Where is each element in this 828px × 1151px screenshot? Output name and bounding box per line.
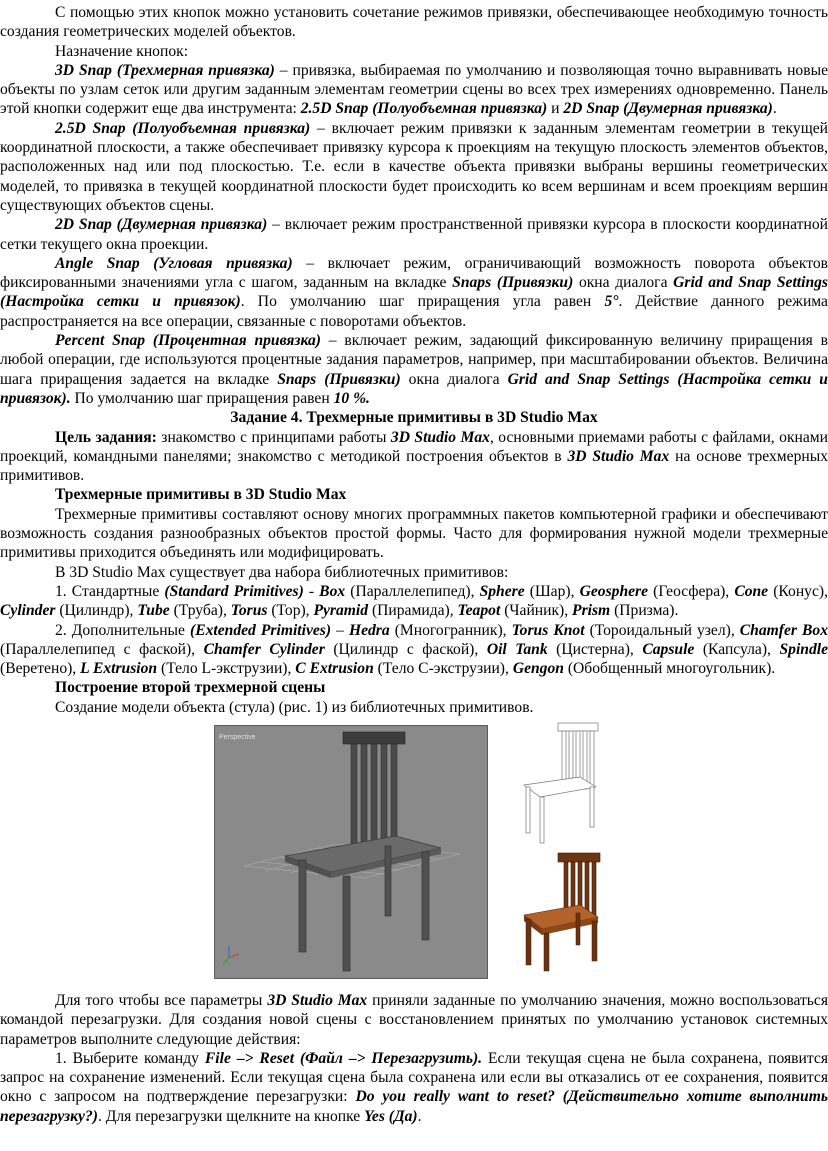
text: . Действие данного режима распространяется на все операции, связанные с поворотами объектов. (0, 293, 828, 330)
text: 1. Выберите команду (55, 1049, 205, 1067)
term-3ds-max: 3D Studio Max (567, 447, 670, 465)
text: (Цилиндр), (55, 602, 138, 620)
term: C Extrusion (295, 660, 374, 678)
text: . (772, 100, 777, 118)
button-yes-reference: Yes (Да) (364, 1107, 418, 1125)
text: (Капсула), (694, 640, 780, 658)
text: (Цистерна), (547, 640, 643, 658)
viewport-label: Perspective (219, 733, 256, 741)
term: Pyramid (313, 602, 369, 620)
text: – включает режим, ограничивающий возможность поворота объектов фиксированными значениями угла с шагом, заданным на вкладке (0, 254, 828, 292)
term-2d-snap: 2D Snap (Двумерная привязка) (563, 100, 773, 118)
term-angle-snap: Angle Snap (Угловая привязка) (55, 254, 293, 272)
paragraph-standard-primitives (0, 582, 828, 621)
text: Если текущая сцена не была сохранена, появится запрос на сохранение изменений. Если текущая сцена была сохранена или если вы отказались от ее сохранения, появится окно с запросом на подтверждение перезагрузки: (0, 1049, 828, 1106)
text: , основными приемами работы с файлами, окнами проекций, командными панелями; знакомство с методикой построения объектов в (0, 428, 828, 465)
text: – включает режим пространственной привязки курсора в плоскости координатной сетки текущего окна проекции. (0, 216, 828, 253)
text: окна диалога (400, 370, 508, 388)
text: (Геосфера), (648, 582, 735, 600)
text: (Труба), (169, 602, 231, 620)
text: . (417, 1107, 422, 1125)
paragraph-buttons-heading: Назначение кнопок: (55, 42, 189, 60)
text: (Тороидальный узел), (584, 621, 740, 639)
text: (Обобщенный многоугольник). (563, 660, 776, 678)
paragraph-task-goal (0, 428, 828, 486)
paragraph-primitives-intro: Трехмерные примитивы составляют основу многих программных пакетов компьютерной графики и обеспечивают возможность создания разнообразных объектов простой формы. Часто для формирования нужной модели трехмерные примитивы приходится объединять или модифицировать. (0, 505, 828, 562)
paragraph-reset-step-1 (0, 1049, 828, 1126)
text: – включает режим привязки к заданным элементам геометрии в текущей координатной плоскости, а также обеспечивает привязку курсора к проекциям на текущую плоскость элементов объектов, расположенных над или под плоскостью. Т.е. если в качестве объекта привязки выбраны вершины геометрических моделей, то привязка в текущей координатной плоскости будет происходить ко всем вершинам и всем проекциям вершин существующих объектов сцены. (0, 119, 828, 214)
text: 1. Стандартные (55, 582, 165, 600)
text: окна диалога (573, 274, 674, 292)
text: 2. Дополнительные (55, 621, 191, 639)
term: Chamfer Box (739, 621, 828, 639)
term-grid-snap-settings: Grid and Snap Settings (Настройка сетки и привязок). (0, 370, 828, 407)
term: Torus (230, 602, 268, 620)
term-3ds-max: 3D Studio Max (390, 428, 490, 446)
text: (Шар), (524, 582, 580, 600)
term-snaps-tab: Snaps (Привязки) (452, 274, 574, 292)
term-snaps-tab: Snaps (Привязки) (277, 370, 401, 388)
paragraph-angle-snap (0, 254, 828, 331)
text: (Тело C-экструзии), (373, 660, 513, 678)
text: на основе трехмерных примитивов. (0, 447, 828, 485)
term: Geosphere (579, 582, 649, 600)
term-3d-snap: 3D Snap (Трехмерная привязка) (55, 61, 275, 79)
text: приняли заданные по умолчанию значения, можно воспользоваться командой перезагрузки. Для создания новой сцены с восстановлением принятых по умолчанию установок системных параметров выполните следующие действия: (0, 991, 828, 1048)
paragraph-percent-snap (0, 331, 828, 408)
term: Spindle (779, 640, 828, 658)
text: По умолчанию шаг приращения равен (70, 389, 334, 407)
term: Torus Knot (511, 621, 585, 639)
term: (Extended Primitives) (190, 621, 332, 639)
dialog-reset-question: Do you really want to reset? (Действительно хотите выполнить перезагрузку?) (0, 1088, 828, 1125)
term-grid-snap-settings: Grid and Snap Settings (Настройка сетки и привязок) (0, 274, 828, 311)
term: Hedra (348, 621, 390, 639)
goal-label: Цель задания: (55, 428, 157, 446)
text: (Призма). (610, 602, 679, 620)
term: Prism (572, 602, 611, 620)
text: Для того чтобы все параметры (55, 991, 268, 1009)
text: . По умолчанию шаг приращения угла равен (240, 293, 605, 311)
term: Oil Tank (486, 640, 548, 658)
figure-chair-models (0, 719, 828, 981)
text: и (547, 100, 564, 118)
term-2-5d-snap: 2.5D Snap (Полуобъемная привязка) (55, 119, 311, 137)
chair-wireframe-thumbnail (510, 719, 600, 845)
text: (Чайник), (500, 602, 573, 620)
paragraph-2d-snap (0, 215, 828, 254)
term: Gengon (512, 660, 564, 678)
text: – привязка, выбираемая по умолчанию и позволяющая точно выравнивать новые объекты по узлам сеток или другим заданным элементам геометрии сцены во всех трех измерениях одновременно. Панель этой кнопки содержит еще два инструмента: (0, 61, 828, 118)
term: Capsule (642, 640, 695, 658)
term-2-5d-snap: 2.5D Snap (Полуобъемная привязка) (300, 100, 548, 118)
term: Chamfer Cylinder (203, 640, 325, 658)
value-angle-step: 5° (604, 293, 619, 311)
text: (Многогранник), (389, 621, 512, 639)
text: (Тор), (267, 602, 314, 620)
section-heading-primitives: Трехмерные примитивы в 3D Studio Max (55, 486, 347, 504)
paragraph-3d-snap (0, 61, 828, 119)
term: Cone (734, 582, 769, 600)
text: знакомство с принципами работы (156, 428, 391, 446)
chair-rendered-thumbnail (514, 851, 604, 973)
term-3ds-max: 3D Studio Max (267, 991, 368, 1009)
text: (Веретено), (0, 660, 81, 678)
text: (Параллелепипед с фаской), (0, 640, 204, 658)
paragraph-primitive-sets: В 3D Studio Max существует два набора библиотечных примитивов: (55, 563, 509, 581)
text: – включает режим, задающий фиксированную величину приращения в любой операции, где используются процентные задания параметров, например, при масштабировании объектов. Величина шага приращения задается на вкладке (0, 332, 828, 388)
paragraph-intro: С помощью этих кнопок можно установить сочетание режимов привязки, обеспечивающее необходимую точность создания геометрических моделей объектов. (0, 4, 828, 41)
paragraph-2-5d-snap (0, 119, 828, 215)
text: (Параллелепипед), (345, 582, 480, 600)
document-page (0, 3, 828, 1126)
text: (Конус), (768, 582, 828, 600)
text: . Для перезагрузки щелкните на кнопке (97, 1107, 365, 1125)
term: Sphere (479, 582, 525, 600)
term: Teapot (457, 602, 501, 620)
term: (Standard Primitives) (164, 582, 304, 600)
term: Box (319, 582, 346, 600)
term: L Extrusion (80, 660, 158, 678)
term: Tube (137, 602, 170, 620)
chair-wireframe-scene (215, 726, 487, 978)
text: (Тело L-экструзии), (157, 660, 296, 678)
task-heading: Задание 4. Трехмерные примитивы в 3D Studio Max (230, 409, 598, 427)
command-file-reset: File –> Reset (Файл –> Перезагрузить). (204, 1049, 483, 1067)
paragraph-chair-model: Создание модели объекта (стула) (рис. 1) из библиотечных примитивов. (55, 698, 534, 716)
term-percent-snap: Percent Snap (Процентная привязка) (55, 332, 321, 350)
text: – (331, 621, 349, 639)
paragraph-reset-intro (0, 991, 828, 1049)
term-2d-snap: 2D Snap (Двумерная привязка) (55, 216, 268, 234)
section-heading-scene: Построение второй трехмерной сцены (55, 679, 326, 697)
paragraph-extended-primitives (0, 621, 828, 679)
term: Cylinder (0, 602, 56, 620)
text: (Пирамида), (368, 602, 458, 620)
viewport-perspective (214, 725, 488, 979)
text: (Цилиндр с фаской), (324, 640, 487, 658)
text: - (303, 582, 320, 600)
value-percent-step: 10 %. (333, 389, 370, 407)
